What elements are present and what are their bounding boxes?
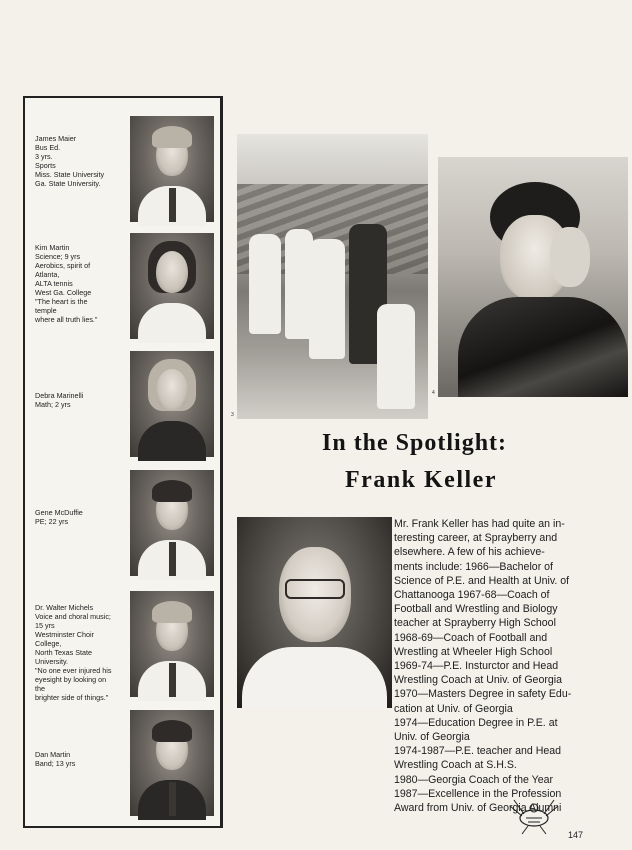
faculty-photo-walter-michels — [130, 591, 214, 697]
keller-bio: Mr. Frank Keller has had quite an in- teresting career, at Sprayberry and elsewhere. A few of his achieve- ments include: 1966—Bachelor of Science of P.E. and Health at Univ. of Chattanooga 1967-68—Coach of Football and Wrestling and Biology teacher at Sprayberry High School 1968-69—Coach of Football and Wrestling at Wheeler High School 1969-74—P.E. Insturctor and Head Wrestling Coach at Univ. of Georgia 1970—Masters Degree in safety Edu- cation at Univ. of Georgia 1974—Education Degree in P.E. at Univ. of Georgia 1974-1987—P.E. teacher and Head Wrestling Coach at S.H.S. 1980—Georgia Coach of the Year 1987—Excellence in the Profession Award from Univ. of Georgia Alumni — [394, 518, 572, 815]
faculty-caption: Debra Marinelli Math; 2 yrs — [35, 391, 84, 409]
page-number: 147 — [568, 830, 584, 840]
photo-number-coach: 4 — [432, 390, 435, 396]
faculty-caption: Gene McDuffie PE; 22 yrs — [35, 508, 83, 526]
faculty-entry-dan-martin — [25, 710, 221, 816]
faculty-caption: Dr. Walter Michels Voice and choral music; 15 yrs Westminster Choir College, North Texas State University. "No one ever injured his eyesight by looking on the brighter side of things." — [35, 603, 112, 702]
faculty-photo-gene-mcduffie — [130, 470, 214, 576]
gym-basketball-photo — [237, 134, 428, 419]
frank-keller-photo — [237, 517, 392, 708]
faculty-panel — [23, 96, 223, 828]
faculty-entry-walter-michels — [25, 591, 221, 702]
faculty-entry-gene-mcduffie — [25, 470, 221, 576]
spotlight-name: Frank Keller — [345, 467, 497, 493]
photo-number-gym: 3 — [231, 412, 234, 418]
faded-header-bleedthrough — [210, 48, 510, 78]
faculty-entry-debra-marinelli — [25, 351, 221, 457]
faculty-entry-kim-martin — [25, 233, 221, 339]
faculty-photo-dan-martin — [130, 710, 214, 816]
faculty-photo-kim-martin — [130, 233, 214, 339]
spotlight-title: In the Spotlight: — [322, 430, 508, 456]
faculty-caption: Dan Martin Band; 13 yrs — [35, 750, 76, 768]
coach-candid-photo — [438, 157, 628, 397]
faculty-photo-james-maier — [130, 116, 214, 222]
faculty-caption: Kim Martin Science; 9 yrs Aerobics, spirit of Atlanta, ALTA tennis West Ga. College "The heart is the temple where all truth lies." — [35, 243, 98, 324]
faculty-photo-debra-marinelli — [130, 351, 214, 457]
hornet-mascot-icon — [508, 796, 560, 836]
faculty-entry-james-maier — [25, 116, 221, 222]
faculty-caption: James Maier Bus Ed. 3 yrs. Sports Miss. State University Ga. State University. — [35, 134, 105, 188]
